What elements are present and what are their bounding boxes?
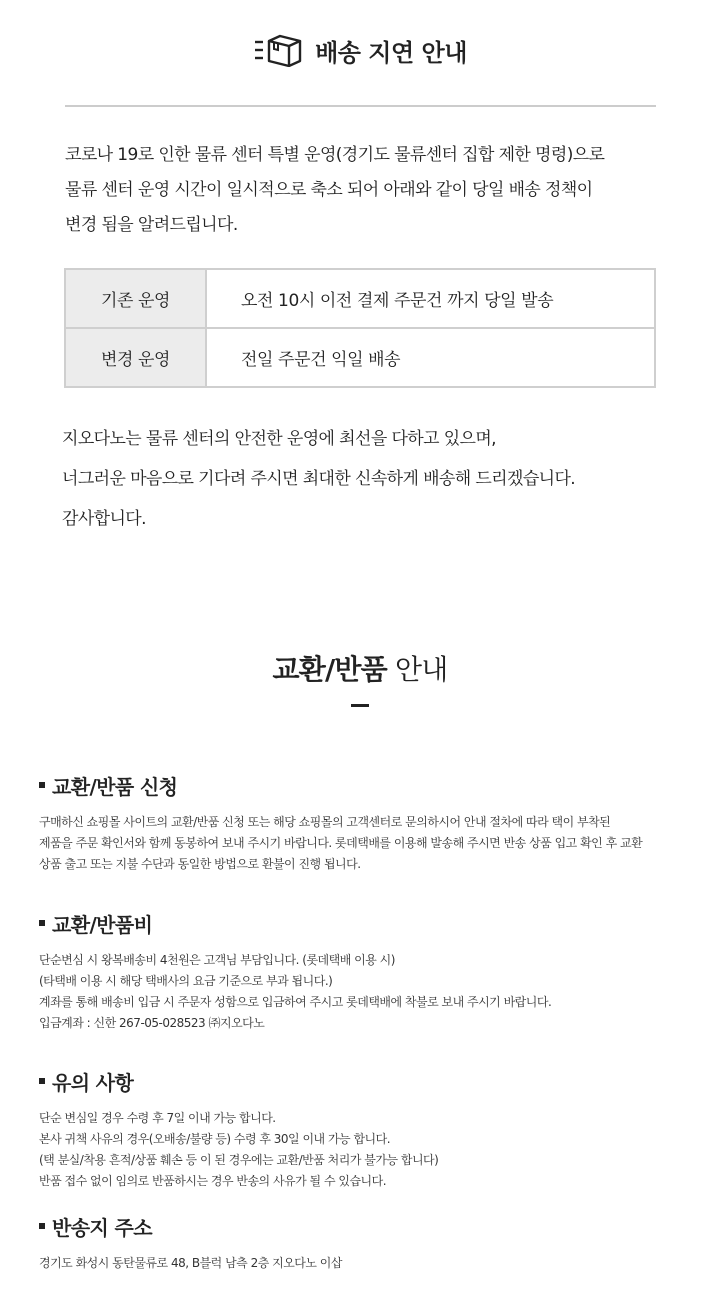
closing-line: 지오다노는 물류 센터의 안전한 운영에 최선을 다하고 있으며,	[62, 429, 496, 449]
subsection-notes	[39, 1066, 689, 1192]
policy-table	[64, 268, 656, 388]
subsection-line: 구매하신 쇼핑몰 사이트의 교환/반품 신청 또는 해당 쇼핑몰의 고객센터로 문의하시어 안내 절차에 따라 택이 부착된	[39, 815, 611, 829]
subsection-heading: 교환/반품 신청	[52, 774, 178, 799]
header-divider	[65, 105, 656, 107]
bullet-square-icon	[39, 920, 45, 926]
policy-value: 오전 10시 이전 결제 주문건 까지 당일 발송	[206, 269, 655, 328]
subsection-exchange-fee	[39, 908, 689, 1034]
subsection-heading: 유의 사항	[52, 1070, 134, 1095]
page-title: 배송 지연 안내	[315, 38, 467, 67]
policy-label: 기존 운영	[65, 269, 206, 328]
subsection-line: 제품을 주문 확인서와 함께 동봉하여 보내 주시기 바랍니다. 롯데택배를 이용해 발송해 주시면 반송 상품 입고 확인 후 교환	[39, 836, 643, 850]
section-title	[0, 648, 720, 688]
section-title-rest: 안내	[386, 653, 448, 686]
subsection-line: 반품 접수 없이 임의로 반품하시는 경우 반송의 사유가 될 수 있습니다.	[39, 1174, 387, 1188]
closing-paragraph	[62, 419, 682, 539]
subsection-line: 단순 변심일 경우 수령 후 7일 이내 가능 합니다.	[39, 1111, 276, 1125]
subsection-line: 계좌를 통해 배송비 입금 시 주문자 성함으로 입금하여 주시고 롯데택배에 착불로 보내 주시기 바랍니다.	[39, 995, 552, 1009]
intro-line: 코로나 19로 인한 물류 센터 특별 운영(경기도 물류센터 집합 제한 명령)으로	[65, 145, 605, 165]
subsection-line: 본사 귀책 사유의 경우(오배송/불량 등) 수령 후 30일 이내 가능 합니다.	[39, 1132, 391, 1146]
table-row	[65, 328, 655, 387]
bullet-square-icon	[39, 1078, 45, 1084]
subsection-exchange-request	[39, 770, 689, 875]
intro-line: 변경 됨을 알려드립니다.	[65, 215, 238, 235]
closing-line: 너그러운 마음으로 기다려 주시면 최대한 신속하게 배송해 드리겠습니다.	[62, 469, 576, 489]
subsection-line: (타택배 이용 시 해당 택배사의 요금 기준으로 부과 됩니다.)	[39, 974, 333, 988]
subsection-heading: 교환/반품비	[52, 912, 153, 937]
intro-paragraph	[65, 138, 665, 243]
intro-line: 물류 센터 운영 시간이 일시적으로 축소 되어 아래와 같이 당일 배송 정책이	[65, 180, 593, 200]
subsection-line: (택 분실/착용 흔적/상품 훼손 등 이 된 경우에는 교환/반품 처리가 불가능 합니다)	[39, 1153, 439, 1167]
subsection-line: 상품 출고 또는 지불 수단과 동일한 방법으로 환불이 진행 됩니다.	[39, 857, 361, 871]
subsection-line: 경기도 화성시 동탄물류로 48, B블럭 남측 2층 지오다노 이삽	[39, 1256, 342, 1270]
delay-notice-header	[0, 30, 720, 70]
closing-line: 감사합니다.	[62, 509, 146, 529]
box-icon	[253, 33, 305, 67]
bullet-square-icon	[39, 782, 45, 788]
policy-label: 변경 운영	[65, 328, 206, 387]
section-title-underline	[351, 704, 369, 707]
policy-value: 전일 주문건 익일 배송	[206, 328, 655, 387]
subsection-line: 단순변심 시 왕복배송비 4천원은 고객님 부담입니다. (롯데택배 이용 시)	[39, 953, 395, 967]
bullet-square-icon	[39, 1223, 45, 1229]
section-title-bold: 교환/반품	[272, 653, 387, 686]
subsection-return-address	[39, 1211, 689, 1274]
subsection-heading: 반송지 주소	[52, 1215, 152, 1240]
table-row	[65, 269, 655, 328]
subsection-line: 입금계좌 : 신한 267-05-028523 ㈜지오다노	[39, 1016, 265, 1030]
